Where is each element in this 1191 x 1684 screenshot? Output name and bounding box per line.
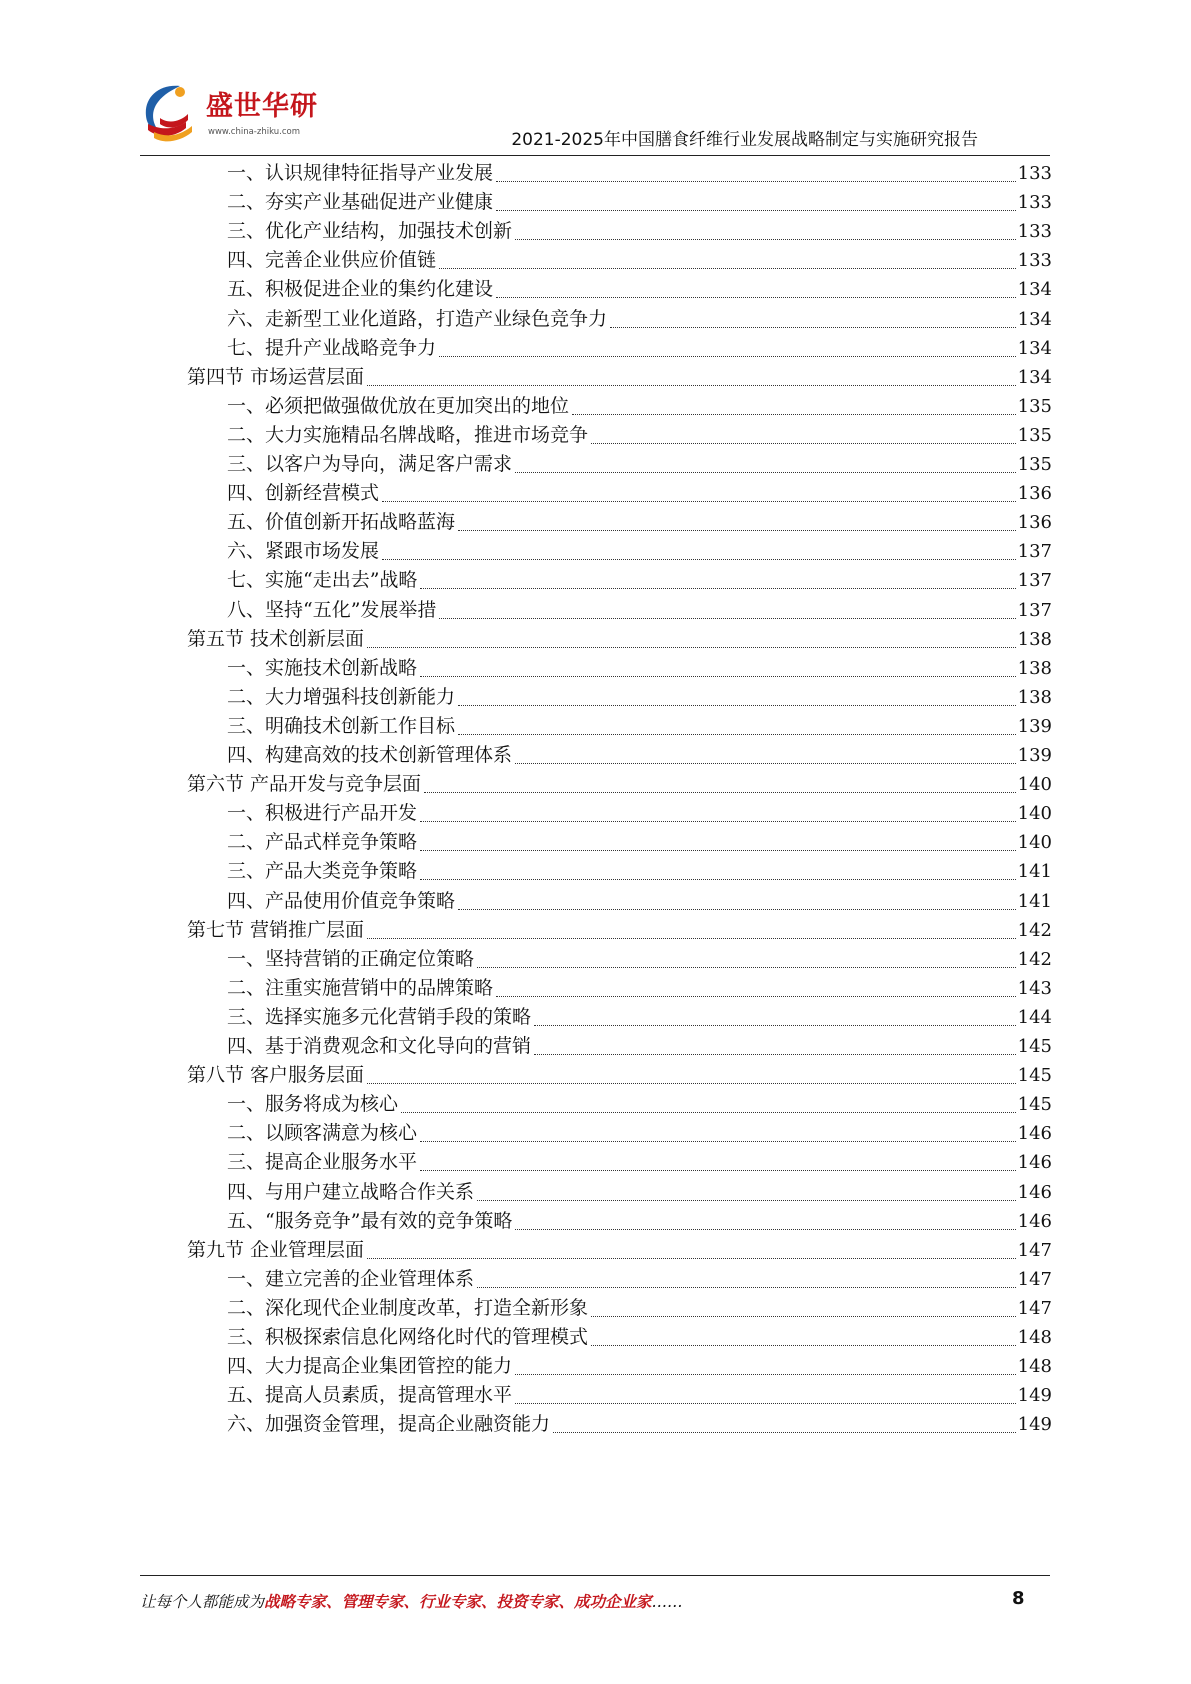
toc-dot-leader (496, 996, 1016, 997)
toc-dot-leader (496, 210, 1016, 211)
toc-entry-page: 138 (1017, 628, 1052, 650)
toc-dot-leader (515, 1374, 1016, 1375)
toc-subsection-entry[interactable] (227, 304, 1052, 334)
toc-subsection-entry[interactable] (227, 1177, 1052, 1207)
toc-entry-label: 五、“服务竞争”最有效的竞争策略 (227, 1209, 513, 1232)
toc-entry-label: 一、必须把做强做优放在更加突出的地位 (227, 394, 570, 417)
toc-dot-leader (591, 443, 1016, 444)
toc-entry-label: 第四节 市场运营层面 (187, 365, 365, 388)
toc-entry-label: 一、坚持营销的正确定位策略 (227, 947, 475, 970)
toc-dot-leader (515, 763, 1016, 764)
toc-entry-label: 六、加强资金管理，提高企业融资能力 (227, 1413, 551, 1436)
toc-entry-label: 三、提高企业服务水平 (227, 1151, 418, 1174)
toc-subsection-entry[interactable] (227, 333, 1052, 363)
toc-subsection-entry[interactable] (227, 973, 1052, 1003)
toc-entry-label: 第八节 客户服务层面 (187, 1064, 365, 1087)
toc-section-entry[interactable] (187, 1060, 1052, 1090)
page-number: 8 (1012, 1588, 1025, 1609)
toc-entry-label: 一、实施技术创新战略 (227, 656, 418, 679)
toc-dot-leader (420, 850, 1016, 851)
toc-dot-leader (591, 1345, 1016, 1346)
toc-dot-leader (367, 1258, 1016, 1259)
toc-dot-leader (367, 1083, 1016, 1084)
toc-subsection-entry[interactable] (227, 187, 1052, 217)
toc-entry-page: 134 (1017, 366, 1052, 388)
toc-entry-label: 四、创新经营模式 (227, 482, 380, 505)
toc-subsection-entry[interactable] (227, 798, 1052, 828)
toc-dot-leader (439, 618, 1015, 619)
toc-entry-label: 二、以顾客满意为核心 (227, 1122, 418, 1145)
toc-subsection-entry[interactable] (227, 886, 1052, 916)
toc-entry-label: 三、选择实施多元化营销手段的策略 (227, 1005, 532, 1028)
toc-entry-page: 134 (1017, 308, 1052, 330)
toc-dot-leader (458, 705, 1016, 706)
toc-entry-page: 143 (1017, 977, 1052, 999)
toc-entry-label: 二、注重实施营销中的品牌策略 (227, 976, 494, 999)
toc-entry-label: 四、与用户建立战略合作关系 (227, 1180, 475, 1203)
toc-subsection-entry[interactable] (227, 391, 1052, 421)
toc-entry-page: 140 (1017, 832, 1052, 854)
toc-subsection-entry[interactable] (227, 158, 1052, 188)
toc-dot-leader (534, 1054, 1016, 1055)
toc-entry-page: 149 (1017, 1385, 1052, 1407)
toc-subsection-entry[interactable] (227, 1293, 1052, 1323)
slogan-prefix: 让每个人都能成为 (140, 1593, 265, 1611)
toc-entry-page: 136 (1017, 512, 1052, 534)
toc-dot-leader (458, 909, 1016, 910)
toc-entry-page: 148 (1017, 1327, 1052, 1348)
toc-subsection-entry[interactable] (227, 740, 1052, 770)
toc-dot-leader (367, 385, 1016, 386)
toc-entry-label: 五、提高人员素质，提高管理水平 (227, 1384, 513, 1407)
toc-entry-label: 四、构建高效的技术创新管理体系 (227, 744, 513, 766)
toc-entry-page: 146 (1017, 1123, 1052, 1145)
toc-dot-leader (424, 792, 1016, 793)
toc-dot-leader (591, 1316, 1016, 1317)
toc-entry-label: 一、积极进行产品开发 (227, 802, 418, 825)
toc-entry-page: 138 (1017, 657, 1052, 679)
toc-section-entry[interactable] (187, 624, 1052, 654)
toc-dot-leader (458, 734, 1016, 735)
toc-entry-page: 145 (1017, 1094, 1052, 1116)
toc-dot-leader (553, 1432, 1016, 1433)
toc-entry-page: 140 (1017, 803, 1052, 825)
toc-entry-label: 第九节 企业管理层面 (187, 1238, 365, 1261)
toc-entry-label: 四、大力提高企业集团管控的能力 (227, 1355, 513, 1378)
header-divider (140, 155, 1050, 156)
toc-entry-page: 147 (1017, 1268, 1052, 1290)
slogan-suffix: …… (651, 1593, 683, 1611)
toc-entry-page: 133 (1017, 163, 1052, 184)
toc-entry-label: 二、夯实产业基础促进产业健康 (227, 191, 494, 214)
toc-entry-label: 三、明确技术创新工作目标 (227, 714, 456, 737)
toc-entry-page: 135 (1017, 424, 1052, 446)
company-logo (140, 80, 320, 150)
toc-entry-label: 二、深化现代企业制度改革，打造全新形象 (227, 1296, 589, 1319)
toc-entry-page: 135 (1017, 395, 1052, 417)
toc-entry-page: 134 (1017, 337, 1052, 359)
toc-entry-page: 142 (1017, 919, 1052, 941)
toc-entry-page: 136 (1017, 483, 1052, 505)
toc-entry-page: 147 (1017, 1239, 1052, 1261)
toc-entry-label: 三、积极探索信息化网络化时代的管理模式 (227, 1326, 589, 1348)
toc-entry-page: 146 (1017, 1210, 1052, 1232)
toc-entry-page: 145 (1017, 1065, 1052, 1087)
slogan-highlight: 战略专家、管理专家、行业专家、投资专家、成功企业家 (264, 1592, 652, 1611)
toc-subsection-entry[interactable] (227, 507, 1052, 537)
toc-entry-label: 一、认识规律特征指导产业发展 (227, 162, 494, 184)
footer-slogan (140, 1590, 683, 1612)
toc-entry-page: 133 (1017, 192, 1052, 214)
toc-entry-label: 第五节 技术创新层面 (187, 627, 365, 650)
report-title: 2021-2025年中国膳食纤维行业发展战略制定与实施研究报告 (511, 130, 978, 150)
toc-subsection-entry[interactable] (227, 1002, 1052, 1032)
toc-dot-leader (420, 879, 1016, 880)
toc-dot-leader (610, 327, 1016, 328)
toc-entry-label: 一、建立完善的企业管理体系 (227, 1267, 475, 1290)
toc-entry-label: 第七节 营销推广层面 (187, 918, 365, 941)
toc-entry-page: 139 (1017, 745, 1052, 766)
toc-entry-label: 五、价值创新开拓战略蓝海 (227, 511, 456, 534)
toc-dot-leader (515, 1229, 1015, 1230)
toc-subsection-entry[interactable] (227, 1264, 1052, 1294)
toc-entry-label: 第六节 产品开发与竞争层面 (187, 773, 422, 796)
toc-subsection-entry[interactable] (227, 216, 1052, 246)
toc-entry-page: 141 (1017, 890, 1052, 912)
toc-entry-label: 八、坚持“五化”发展举措 (227, 598, 437, 621)
toc-dot-leader (477, 1287, 1016, 1288)
toc-subsection-entry[interactable] (227, 1118, 1052, 1148)
toc-entry-label: 六、走新型工业化道路，打造产业绿色竞争力 (227, 307, 608, 330)
toc-entry-page: 137 (1017, 541, 1052, 563)
toc-entry-label: 二、产品式样竞争策略 (227, 831, 418, 854)
toc-dot-leader (420, 1170, 1016, 1171)
toc-entry-label: 六、紧跟市场发展 (227, 540, 380, 563)
toc-section-entry[interactable] (187, 362, 1052, 392)
toc-entry-label: 四、完善企业供应价值链 (227, 249, 437, 272)
toc-dot-leader (420, 676, 1016, 677)
page-header (0, 0, 1191, 160)
toc-entry-page: 137 (1017, 570, 1052, 592)
toc-subsection-entry[interactable] (227, 856, 1052, 886)
toc-entry-label: 四、产品使用价值竞争策略 (227, 889, 456, 912)
toc-subsection-entry[interactable] (227, 682, 1052, 712)
toc-entry-page: 147 (1017, 1297, 1052, 1319)
toc-dot-leader (572, 414, 1016, 415)
toc-dot-leader (382, 501, 1016, 502)
toc-subsection-entry[interactable] (227, 1031, 1052, 1061)
toc-entry-page: 133 (1017, 221, 1052, 243)
toc-section-entry[interactable] (187, 1235, 1052, 1265)
toc-entry-label: 五、积极促进企业的集约化建设 (227, 278, 494, 301)
toc-subsection-entry[interactable] (227, 1089, 1052, 1119)
toc-subsection-entry[interactable] (227, 595, 1052, 625)
toc-subsection-entry[interactable] (227, 478, 1052, 508)
toc-dot-leader (382, 559, 1016, 560)
toc-entry-page: 134 (1017, 279, 1052, 301)
toc-entry-page: 148 (1017, 1356, 1052, 1378)
toc-entry-label: 四、基于消费观念和文化导向的营销 (227, 1035, 532, 1057)
toc-dot-leader (367, 938, 1016, 939)
logo-url: www.china-zhiku.com (208, 127, 300, 137)
toc-dot-leader (534, 1025, 1016, 1026)
toc-entry-label: 三、以客户为导向，满足客户需求 (227, 453, 513, 475)
toc-entry-page: 145 (1017, 1036, 1052, 1057)
toc-dot-leader (367, 647, 1016, 648)
toc-subsection-entry[interactable] (227, 653, 1052, 683)
toc-entry-page: 140 (1017, 774, 1052, 796)
toc-subsection-entry[interactable] (227, 245, 1052, 275)
toc-subsection-entry[interactable] (227, 536, 1052, 566)
toc-section-entry[interactable] (187, 769, 1052, 799)
toc-subsection-entry[interactable] (227, 420, 1052, 450)
toc-dot-leader (477, 967, 1016, 968)
toc-entry-page: 138 (1017, 686, 1052, 708)
toc-dot-leader (496, 297, 1016, 298)
toc-entry-page: 144 (1017, 1006, 1052, 1028)
toc-subsection-entry[interactable] (227, 944, 1052, 974)
toc-entry-label: 一、服务将成为核心 (227, 1093, 399, 1116)
toc-dot-leader (439, 268, 1016, 269)
toc-subsection-entry[interactable] (227, 1206, 1052, 1236)
toc-entry-label: 三、优化产业结构，加强技术创新 (227, 220, 513, 243)
toc-entry-page: 142 (1017, 948, 1052, 970)
toc-subsection-entry[interactable] (227, 1322, 1052, 1352)
toc-dot-leader (515, 472, 1016, 473)
footer-divider (140, 1575, 1050, 1576)
toc-subsection-entry[interactable] (227, 1351, 1052, 1381)
toc-dot-leader (439, 356, 1016, 357)
toc-entry-page: 141 (1017, 861, 1052, 883)
toc-entry-page: 149 (1017, 1414, 1052, 1436)
toc-dot-leader (401, 1112, 1016, 1113)
toc-entry-page: 137 (1017, 599, 1052, 621)
toc-entry-page: 146 (1017, 1181, 1052, 1203)
toc-dot-leader (496, 181, 1016, 182)
toc-dot-leader (515, 239, 1016, 240)
toc-dot-leader (515, 1403, 1016, 1404)
toc-entry-label: 七、实施“走出去”战略 (227, 569, 418, 592)
toc-entry-label: 三、产品大类竞争策略 (227, 860, 418, 883)
toc-subsection-entry[interactable] (227, 711, 1052, 741)
toc-entry-page: 135 (1017, 454, 1052, 475)
toc-subsection-entry[interactable] (227, 274, 1052, 304)
toc-dot-leader (477, 1200, 1016, 1201)
toc-entry-page: 139 (1017, 715, 1052, 737)
toc-dot-leader (458, 530, 1016, 531)
toc-subsection-entry[interactable] (227, 827, 1052, 857)
logo-emblem-icon (140, 80, 204, 146)
toc-entry-label: 二、大力实施精品名牌战略，推进市场竞争 (227, 423, 589, 446)
toc-subsection-entry[interactable] (227, 1380, 1052, 1410)
toc-entry-page: 133 (1017, 250, 1052, 272)
toc-subsection-entry[interactable] (227, 449, 1052, 479)
toc-entry-label: 二、大力增强科技创新能力 (227, 685, 456, 708)
toc-entry-page: 146 (1017, 1152, 1052, 1174)
toc-section-entry[interactable] (187, 915, 1052, 945)
toc-dot-leader (420, 821, 1016, 822)
logo-name: 盛世华研 (206, 91, 318, 122)
toc-dot-leader (420, 1141, 1016, 1142)
toc-subsection-entry[interactable] (227, 1409, 1052, 1439)
toc-dot-leader (420, 588, 1015, 589)
toc-entry-label: 七、提升产业战略竞争力 (227, 336, 437, 359)
toc-subsection-entry[interactable] (227, 565, 1052, 595)
toc-subsection-entry[interactable] (227, 1147, 1052, 1177)
